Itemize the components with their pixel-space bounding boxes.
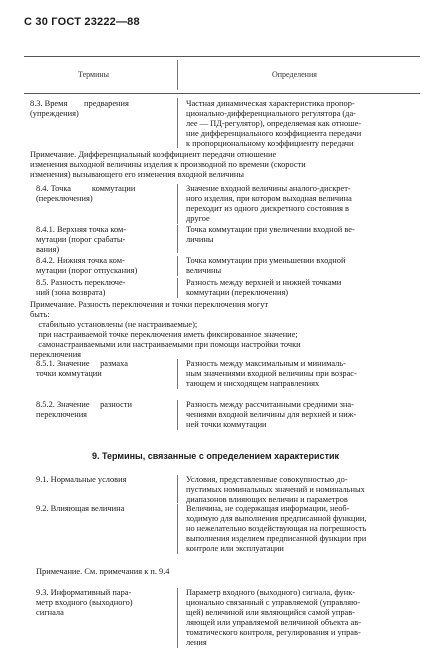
term-8-4-1: 8.4.1. Верхняя точка ком- мутации (порог срабаты- вания) <box>36 225 127 254</box>
definition-8-5-2: Разность между рассчитанными средними зна- чениями входной величины для верхней и ниж- ней точки коммутации <box>186 400 357 429</box>
row-divider-8-4 <box>177 184 178 224</box>
definition-8-5: Разность между верхней и нижней точками коммутации (переключения) <box>186 278 342 297</box>
column-header-definitions: Определения <box>272 70 317 79</box>
section-heading-9: 9. Термины, связанные с определением характеристик <box>91 451 340 461</box>
row-divider-8-5-2 <box>177 400 178 430</box>
definition-8-4-2: Точка коммутации при уменьшении входной величины <box>186 256 346 275</box>
row-divider-8-4-2 <box>177 256 178 276</box>
row-divider-8-5 <box>177 278 178 298</box>
row-divider-8-3 <box>177 98 178 148</box>
term-9-1: 9.1. Нормальные условия <box>36 475 127 484</box>
note-see-9-4: Примечание. См. примечания к п. 9.4 <box>36 567 170 576</box>
term-8-5-1: 8.5.1. Значение размаха точки коммутации <box>36 359 128 378</box>
term-8-3: 8.3. Время предварения (упреждения) <box>30 99 129 118</box>
note-switching-difference: Примечание. Разность переключения и точки переключения могут быть: стабильно установлены (не настраиваемые); при настраиваемой точке переключения иметь фиксированное значение; самонастраиваемыми или настраиваемыми при помощи настройки точки переключения <box>30 300 301 359</box>
term-9-2: 9.2. Влияющая величина <box>36 504 125 513</box>
table-top-rule <box>24 56 420 57</box>
definition-8-4: Значение входной величины аналого-дискрет- ного изделия, при котором выходная величина переходит из одного дискретного состояния в другое <box>186 184 352 223</box>
term-8-5-2: 8.5.2. Значение разности переключения <box>36 400 133 419</box>
term-9-3: 9.3. Информативный пара- метр входного (выходного) сигнала <box>36 588 133 617</box>
definition-9-1: Условия, представленные совокупностью до- пустимых номинальных значений и номинальных диапазонов влияющих величин и параметров <box>186 475 365 504</box>
definition-9-3: Параметр входного (выходного) сигнала, функ- ционально связанный с управляемой (управляю- щей) величиной или являющийся самой управ- ляющей или управляемой величиной объекта ав- томатического контроля, регулирования и управ- ления <box>186 588 361 647</box>
row-divider-9-1 <box>177 475 178 503</box>
row-divider-8-5-1 <box>177 359 178 389</box>
definition-9-2: Величина, не содержащая информации, необ- ходимую для выполнения предписанной функции, но нежелательно воздействующая на погрешность выполнения изделием предписанной функции при контроле или эксплуатации <box>186 504 367 553</box>
term-8-4-2: 8.4.2. Нижняя точка ком- мутации (порог отпускания) <box>36 256 138 275</box>
column-header-terms: Термины <box>78 70 110 79</box>
note-differential-coefficient: Примечание. Дифференциальный коэффициент передачи отношение изменения выходной величины изделия к производной по времени (скорости изменения) вызывающего его изменения входной величины <box>30 150 306 179</box>
column-divider-header <box>177 60 178 90</box>
row-divider-8-4-1 <box>177 225 178 253</box>
page-header: С 30 ГОСТ 23222—88 <box>24 16 140 28</box>
term-8-5: 8.5. Разность переключе- ний (зона возврата) <box>36 278 126 297</box>
table-header-rule <box>24 93 420 94</box>
definition-8-3: Частная динамическая характеристика пропор- ционально-дифференциального регулятора (да- лее — ПД-регулятор), определяемая как отноше- ние дифференциального коэффициента передачи к пропорциональному коэффициенту передачи <box>186 99 362 148</box>
row-divider-9-2 <box>177 504 178 554</box>
row-divider-9-3 <box>177 588 178 648</box>
term-8-4: 8.4. Точка коммутации (переключения) <box>36 184 136 203</box>
definition-8-4-1: Точка коммутации при увеличении входной ве- личины <box>186 225 355 244</box>
definition-8-5-1: Разность между максимальным и минималь- ным значениями входной величины при возрас- тающем и нисходящем направлениях <box>186 359 357 388</box>
